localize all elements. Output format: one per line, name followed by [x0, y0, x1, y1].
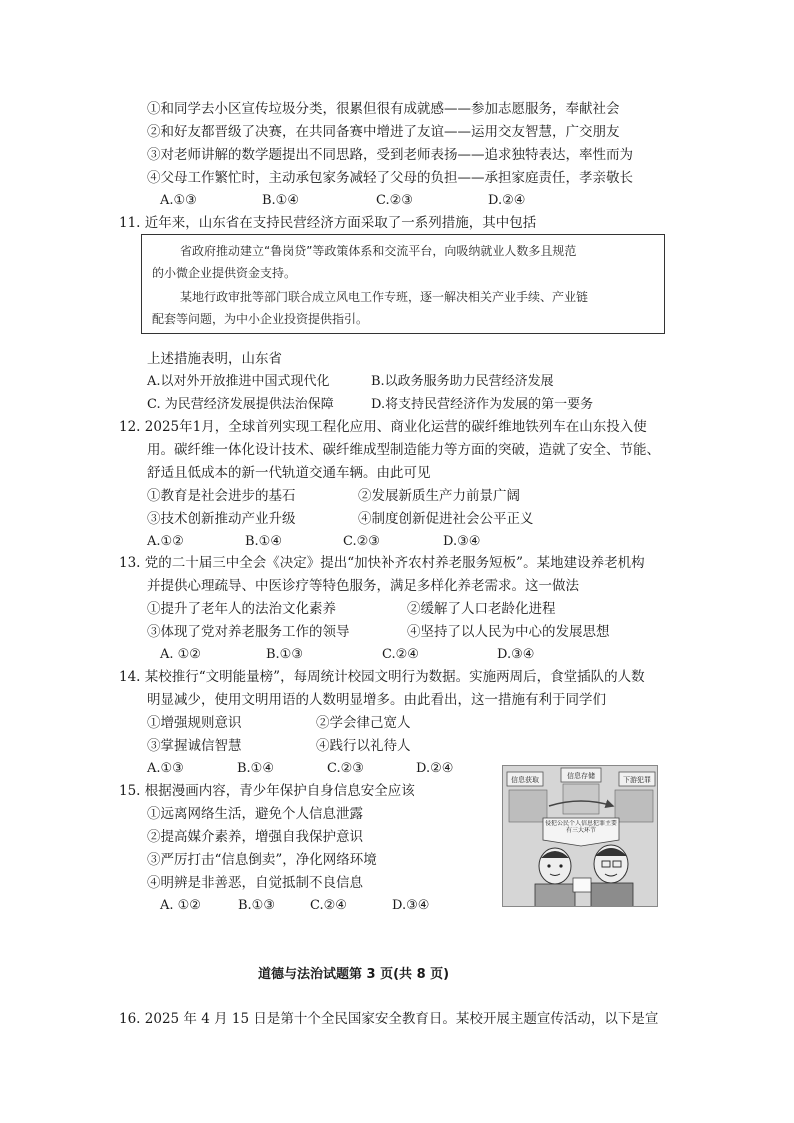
q12-statement-1: ①教育是社会进步的基石 — [147, 488, 296, 504]
q12-option-b[interactable]: B.①④ — [245, 534, 282, 549]
q14-line-1: 14. 某校推行“文明能量榜”，每周统计校园文明行为数据。实施两周后，食堂插队的人数 — [119, 669, 645, 685]
q13-statement-1: ①提升了老年人的法治文化素养 — [147, 601, 336, 617]
q14-option-b[interactable]: B.①④ — [237, 761, 274, 776]
q11-option-c[interactable]: C. 为民营经济发展提供法治保障 — [147, 397, 334, 412]
q12-line-3: 舒适且低成本的新一代轨道交通车辆。由此可见 — [147, 465, 431, 481]
q11-material-box — [141, 234, 665, 334]
q13-line-2: 并提供心理疏导、中医诊疗等特色服务，满足多样化养老需求。这一做法 — [147, 578, 579, 594]
comic-label-acquire: 信息获取 — [511, 776, 539, 784]
q13-statement-3: ③体现了党对养老服务工作的领导 — [147, 624, 350, 640]
q12-line-2: 用。碳纤维一体化设计技术、碳纤维成型制造能力等方面的突破，造就了安全、节能、 — [147, 442, 660, 458]
q15-option-a[interactable]: A. ①② — [160, 898, 201, 913]
q11-option-d[interactable]: D.将支持民营经济作为发展的第一要务 — [371, 397, 594, 412]
q11-lead: 上述措施表明，山东省 — [147, 351, 282, 367]
q12-statement-2: ②发展新质生产力前景广阔 — [358, 488, 520, 504]
q12-statement-4: ④制度创新促进社会公平正义 — [358, 511, 534, 527]
comic-illustration — [502, 765, 658, 907]
q13-option-a[interactable]: A. ①② — [160, 647, 201, 662]
q12-option-d[interactable]: D.③④ — [443, 534, 481, 549]
q11-option-b[interactable]: B.以政务服务助力民营经济发展 — [371, 374, 554, 389]
q13-option-c[interactable]: C.②④ — [382, 647, 419, 662]
q11-box-line2a: 某地行政审批等部门联合成立风电工作专班，逐一解决相关产业手续、产业链 — [180, 290, 589, 304]
q12-option-c[interactable]: C.②③ — [343, 534, 380, 549]
q10-statement-1: ①和同学去小区宣传垃圾分类，很累但很有成就感——参加志愿服务，奉献社会 — [147, 101, 620, 117]
q14-option-a[interactable]: A.①③ — [147, 761, 184, 776]
q11-box-line1a: 省政府推动建立“鲁岗贷”等政策体系和交流平台，向吸纳就业人数多且规范 — [180, 244, 577, 258]
comic-label-store: 信息存储 — [567, 772, 595, 780]
q14-option-c[interactable]: C.②③ — [327, 761, 364, 776]
q15-option-c[interactable]: C.②④ — [310, 898, 347, 913]
q12-line-1: 12. 2025年1月，全球首列实现工程化应用、商业化运营的碳纤维地铁列车在山东投入使 — [119, 419, 647, 435]
q16-stem: 16. 2025 年 4 月 15 日是第十个全民国家安全教育日。某校开展主题宣传活动，以下是宣 — [119, 1011, 659, 1027]
page-footer: 道德与法治试题第 3 页(共 8 页) — [258, 967, 450, 982]
q15-option-d[interactable]: D.③④ — [392, 898, 430, 913]
q13-option-b[interactable]: B.①③ — [266, 647, 303, 662]
q15-statement-3: ③严厉打击“信息倒卖”，净化网络环境 — [147, 852, 377, 868]
q10-statement-3: ③对老师讲解的数学题提出不同思路，受到老师表扬——追求独特表达，率性而为 — [147, 147, 633, 163]
q14-statement-4: ④践行以礼待人 — [316, 738, 411, 754]
q15-statement-2: ②提高媒介素养，增强自我保护意识 — [147, 829, 363, 845]
q13-option-d[interactable]: D.③④ — [497, 647, 535, 662]
comic-drawing — [503, 766, 658, 907]
q11-box-line1b: 的小微企业提供资金支持。 — [152, 266, 297, 280]
q12-statement-3: ③技术创新推动产业升级 — [147, 511, 296, 527]
q13-statement-4: ④坚持了以人民为中心的发展思想 — [407, 624, 610, 640]
q10-option-d[interactable]: D.②④ — [488, 193, 526, 208]
q10-option-a[interactable]: A.①③ — [160, 193, 197, 208]
q11-option-a[interactable]: A.以对外开放推进中国式现代化 — [147, 374, 330, 389]
q15-statement-4: ④明辨是非善恶，自觉抵制不良信息 — [147, 875, 363, 891]
q12-option-a[interactable]: A.①② — [147, 534, 184, 549]
q14-statement-3: ③掌握诚信智慧 — [147, 738, 242, 754]
q15-statement-1: ①远离网络生活，避免个人信息泄露 — [147, 806, 363, 822]
q10-option-b[interactable]: B.①④ — [262, 193, 299, 208]
q14-statement-2: ②学会律己宽人 — [316, 715, 411, 731]
q14-option-d[interactable]: D.②④ — [416, 761, 454, 776]
q14-statement-1: ①增强规则意识 — [147, 715, 242, 731]
q13-line-1: 13. 党的二十届三中全会《决定》提出“加快补齐农村养老服务短板”。某地建设养老机构 — [119, 555, 645, 571]
comic-banner-text: 侵犯公民个人信息犯罪主要有三大环节 — [545, 820, 617, 834]
q11-stem: 11. 近年来，山东省在支持民营经济方面采取了一系列措施，其中包括 — [119, 215, 537, 231]
q10-statement-2: ②和好友都晋级了决赛，在共同备赛中增进了友谊——运用交友智慧，广交朋友 — [147, 124, 620, 140]
q10-statement-4: ④父母工作繁忙时，主动承包家务减轻了父母的负担——承担家庭责任，孝亲敬长 — [147, 170, 633, 186]
q14-line-2: 明显减少，使用文明用语的人数明显增多。由此看出，这一措施有利于同学们 — [147, 692, 606, 708]
q15-option-b[interactable]: B.①③ — [238, 898, 275, 913]
q10-option-c[interactable]: C.②③ — [376, 193, 413, 208]
comic-label-crime: 下游犯罪 — [623, 776, 651, 784]
q15-stem: 15. 根据漫画内容，青少年保护自身信息安全应该 — [119, 783, 415, 799]
q13-statement-2: ②缓解了人口老龄化进程 — [407, 601, 556, 617]
q11-box-line2b: 配套等问题，为中小企业投资提供指引。 — [152, 312, 369, 326]
